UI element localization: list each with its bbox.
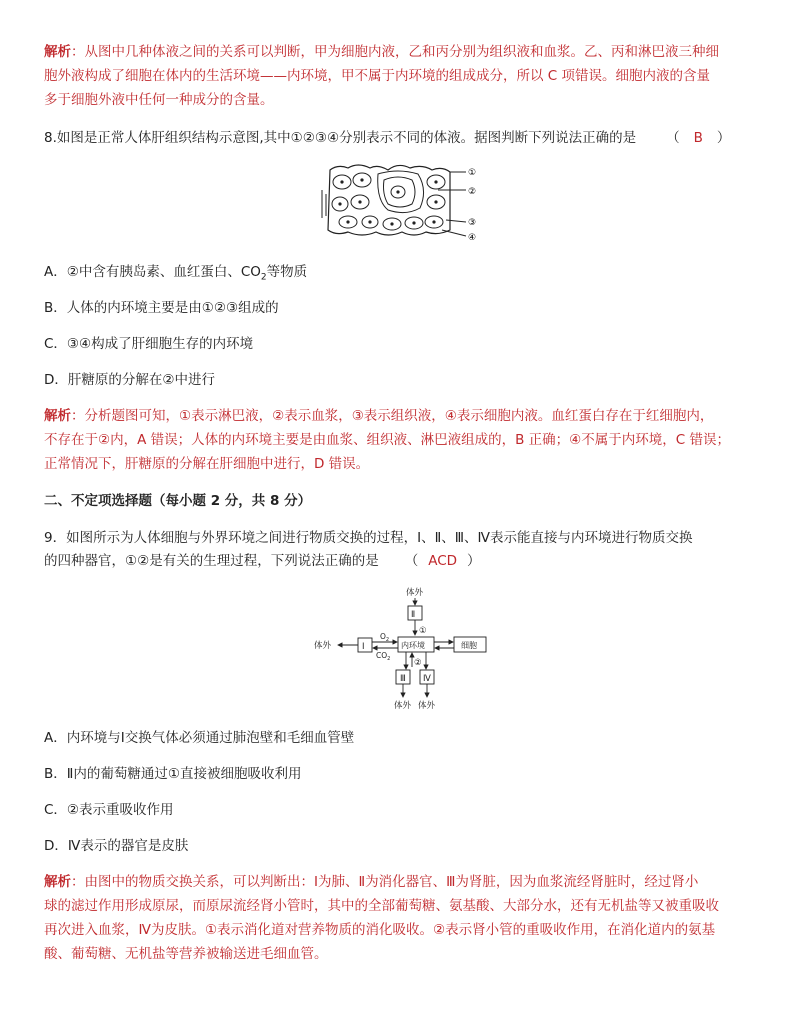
analysis-8-line-1: 解析：分析题图可知，①表示淋巴液，②表示血浆，③表示组织液，④表示细胞内液。血红蛋白存在于红细胞内，	[44, 408, 714, 424]
analysis-9-line-3: 再次进入血浆，Ⅳ为皮肤。①表示消化道对营养物质的消化吸收。②表示肾小管的重吸收作用，在消化道内的氨基	[44, 922, 716, 938]
question-9-line-1: 9．如图所示为人体细胞与外界环境之间进行物质交换的过程，Ⅰ、Ⅱ、Ⅲ、Ⅳ表示能直接与内环境进行物质交换	[44, 530, 693, 546]
outside-top-label: 体外	[406, 588, 424, 598]
exchange-diagram	[312, 585, 498, 711]
question-9-answer: ACD	[428, 553, 458, 569]
organ-4-label: Ⅳ	[423, 674, 431, 684]
analysis-8-line-2: 不存在于②内，A 错误；人体的内环境主要是由血浆、组织液、淋巴液组成的，B 正确；④不属于内环境，C 错误；	[44, 432, 731, 448]
fig-label-3: ③	[468, 218, 477, 228]
liver-tissue-figure	[318, 160, 488, 248]
question-8-answer: B	[693, 130, 703, 146]
analysis-label: 解析	[44, 874, 71, 890]
question-8-stem: 8.如图是正常人体肝组织结构示意图,其中①②③④分别表示不同的体液。据图判断下列说法正确的是 （ B ）	[44, 130, 731, 146]
question-9-option-b: B．Ⅱ内的葡萄糖通过①直接被细胞吸收利用	[44, 766, 302, 782]
fig-label-1: ①	[468, 168, 477, 178]
analysis-9-line-1: 解析：由图中的物质交换关系，可以判断出：Ⅰ为肺、Ⅱ为消化器官、Ⅲ为肾脏，因为血浆流经肾脏时，经过肾小	[44, 874, 699, 890]
question-8-option-b: B．人体的内环境主要是由①②③组成的	[44, 300, 279, 316]
internal-environment-label: 内环境	[401, 641, 425, 650]
outside-bottom-right-label: 体外	[418, 701, 436, 711]
co2-label: $CO_2$	[376, 651, 391, 662]
organ-2-label: Ⅱ	[411, 610, 416, 620]
section-heading: 二、不定项选择题（每小题 2 分，共 8 分）	[44, 493, 312, 509]
analysis-label: 解析	[44, 44, 71, 60]
analysis-label: 解析	[44, 408, 71, 424]
analysis-9-line-4: 酸、葡萄糖、无机盐等营养被输送进毛细血管。	[44, 946, 328, 962]
organ-3-label: Ⅲ	[400, 674, 406, 684]
cell-label: 细胞	[461, 641, 477, 650]
outside-bottom-left-label: 体外	[394, 701, 412, 711]
question-9-line-2: 的四种器官，①②是有关的生理过程，下列说法正确的是 （ ACD ）	[44, 553, 481, 569]
fig-label-2: ②	[468, 187, 477, 197]
analysis-7-line-2: 胞外液构成了细胞在体内的生活环境——内环境，甲不属于内环境的组成成分，所以 C 项错误。细胞内液的含量	[44, 68, 711, 84]
process-2-label: ②	[414, 658, 422, 668]
process-1-label: ①	[419, 626, 427, 636]
question-9-option-c: C．②表示重吸收作用	[44, 802, 174, 818]
organ-1-label: Ⅰ	[362, 642, 365, 652]
analysis-8-line-3: 正常情况下，肝糖原的分解在肝细胞中进行，D 错误。	[44, 456, 370, 472]
o2-label: $O_2$	[380, 632, 390, 643]
analysis-9-line-2: 球的滤过作用形成原尿，而原尿流经肾小管时，其中的全部葡萄糖、氨基酸、大部分水，还有无机盐等又被重吸收	[44, 898, 719, 914]
question-8-option-a: A．②中含有胰岛素、血红蛋白、$CO_2$等物质	[44, 264, 308, 283]
question-9-option-d: D．Ⅳ表示的器官是皮肤	[44, 838, 189, 854]
question-9-option-a: A．内环境与Ⅰ交换气体必须通过肺泡壁和毛细血管壁	[44, 730, 355, 746]
fig-label-4: ④	[468, 233, 477, 243]
question-8-option-d: D．肝糖原的分解在②中进行	[44, 372, 215, 388]
analysis-7-line-3: 多于细胞外液中任何一种成分的含量。	[44, 92, 274, 108]
question-8-option-c: C．③④构成了肝细胞生存的内环境	[44, 336, 254, 352]
outside-left-label: 体外	[314, 641, 332, 651]
analysis-7-line-1: 解析：从图中几种体液之间的关系可以判断，甲为细胞内液，乙和丙分别为组织液和血浆。乙、丙和淋巴液三种细	[44, 44, 719, 60]
